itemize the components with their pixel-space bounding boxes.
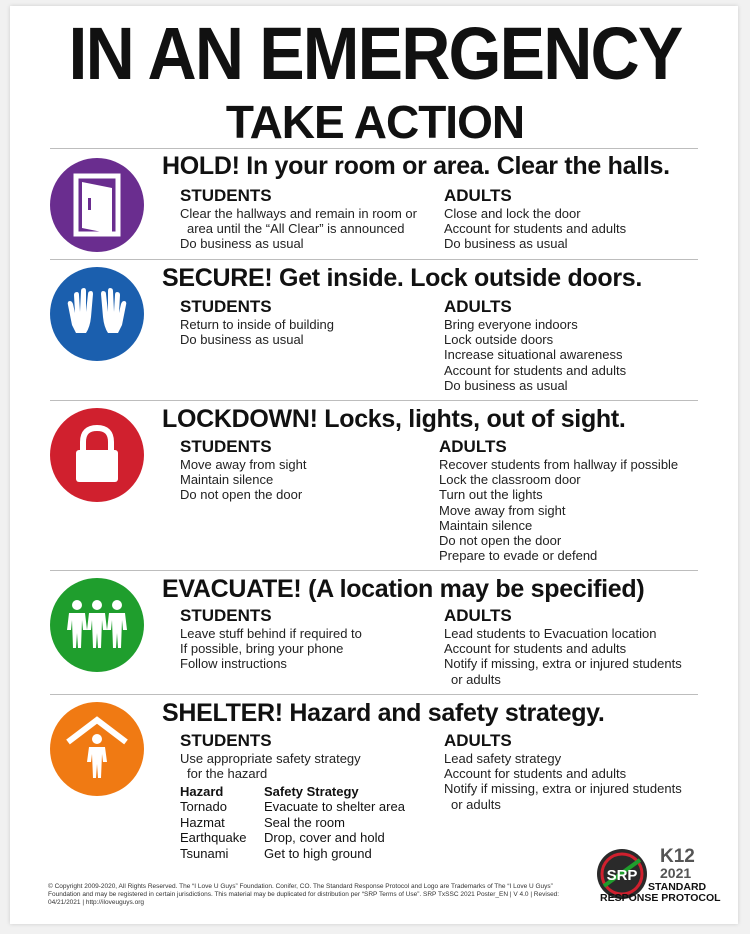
- students-title: STUDENTS: [180, 437, 272, 456]
- logo-mark: SRP: [606, 867, 638, 884]
- list-item: Use appropriate safety strategy: [180, 751, 361, 766]
- hazard-cell: Tsunami: [180, 845, 229, 861]
- evacuate-heading: EVACUATE! (A location may be specified): [162, 575, 645, 603]
- shelter-students: [180, 731, 361, 781]
- list-item: Notify if missing, extra or injured students: [444, 656, 682, 672]
- lockdown-icon-circle: [50, 408, 144, 502]
- hazard-column: [180, 784, 247, 861]
- shelter-heading: SHELTER! Hazard and safety strategy.: [162, 699, 605, 727]
- list-item: Bring everyone indoors: [444, 317, 578, 332]
- secure-icon-circle: [50, 267, 144, 361]
- list-item: area until the “All Clear” is announced: [187, 221, 405, 237]
- list-item: Do business as usual: [180, 332, 304, 348]
- evacuate-students: [180, 606, 362, 672]
- hazard-cell: Tornado: [180, 799, 227, 815]
- list-item: Turn out the lights: [439, 487, 543, 503]
- lockdown-heading: LOCKDOWN! Locks, lights, out of sight.: [162, 405, 626, 433]
- list-item: Follow instructions: [180, 656, 287, 672]
- list-item: Return to inside of building: [180, 317, 334, 332]
- evacuate-adults: [444, 606, 682, 687]
- list-item: Maintain silence: [180, 472, 274, 488]
- secure-heading: SECURE! Get inside. Lock outside doors.: [162, 264, 643, 292]
- lockdown-students: [180, 437, 306, 503]
- students-title: STUDENTS: [180, 731, 272, 750]
- list-item: If possible, bring your phone: [180, 641, 344, 657]
- list-item: for the hazard: [187, 766, 268, 782]
- hazard-header: Hazard: [180, 784, 224, 799]
- logo-year: 2021: [660, 865, 692, 881]
- students-title: STUDENTS: [180, 606, 272, 625]
- hold-icon-circle: [50, 158, 144, 252]
- logo-k12: K12: [660, 846, 695, 867]
- shelter-icon-circle: [50, 702, 144, 796]
- hold-adults: [444, 186, 626, 252]
- list-item: Prepare to evade or defend: [439, 548, 598, 564]
- list-item: Leave stuff behind if required to: [180, 626, 362, 641]
- list-item: or adults: [451, 671, 501, 687]
- poster-subtitle: TAKE ACTION: [225, 96, 525, 148]
- strategy-header: Safety Strategy: [264, 784, 359, 799]
- evacuate-icon-circle: [50, 578, 144, 672]
- adults-title: ADULTS: [444, 186, 512, 205]
- secure-students: [180, 297, 334, 347]
- strategy-column: [264, 784, 405, 861]
- hazard-cell: Earthquake: [180, 830, 247, 846]
- students-title: STUDENTS: [180, 186, 272, 205]
- adults-title: ADULTS: [444, 606, 512, 625]
- list-item: Lock outside doors: [444, 332, 554, 348]
- divider: [50, 400, 698, 401]
- strategy-cell: Seal the room: [264, 814, 345, 830]
- list-item: Move away from sight: [439, 502, 566, 518]
- hold-heading: HOLD! In your room or area. Clear the halls.: [162, 152, 670, 180]
- adults-title: ADULTS: [444, 731, 512, 750]
- list-item: Maintain silence: [439, 517, 533, 533]
- divider: [50, 694, 698, 695]
- list-item: Lead safety strategy: [444, 751, 562, 766]
- door-icon: [50, 158, 144, 252]
- padlock-icon: [50, 408, 144, 502]
- secure-adults: [444, 297, 626, 393]
- list-item: Close and lock the door: [444, 206, 581, 221]
- list-item: Account for students and adults: [444, 641, 627, 657]
- list-item: Account for students and adults: [444, 221, 627, 237]
- logo-line2: RESPONSE PROTOCOL: [600, 892, 721, 904]
- list-item: Do business as usual: [444, 377, 568, 393]
- list-item: Do not open the door: [180, 487, 303, 503]
- three-people-icon: [50, 578, 144, 672]
- divider: [50, 570, 698, 571]
- adults-title: ADULTS: [444, 297, 512, 316]
- shelter-adults: [444, 731, 682, 812]
- divider: [50, 148, 698, 149]
- list-item: Do business as usual: [444, 236, 568, 252]
- logo-line1: STANDARD: [648, 881, 707, 893]
- strategy-cell: Get to high ground: [264, 845, 372, 861]
- list-item: Notify if missing, extra or injured students: [444, 781, 682, 797]
- list-item: Lead students to Evacuation location: [444, 626, 657, 641]
- hazard-cell: Hazmat: [180, 814, 225, 830]
- list-item: Lock the classroom door: [439, 472, 581, 488]
- sheltered-person-icon: [50, 702, 144, 796]
- hold-students: [180, 186, 417, 252]
- strategy-cell: Evacuate to shelter area: [264, 799, 405, 815]
- list-item: Account for students and adults: [444, 766, 627, 782]
- students-title: STUDENTS: [180, 297, 272, 316]
- list-item: Do not open the door: [439, 533, 562, 549]
- list-item: or adults: [451, 796, 501, 812]
- adults-title: ADULTS: [439, 437, 507, 456]
- raised-hands-icon: [50, 267, 144, 361]
- copyright-footer: © Copyright 2009-2020, All Rights Reserved. The “I Love U Guys” Foundation. Conifer, CO. The Standard Response Protocol and Logo are Trademarks of The “I Love U Guys” Foundation and may be registered in certain jurisdictions. This material may be duplicated for distribution per “SRP Terms of Use”. SRP TxSSC 2021 Poster_EN | V 4.0 | Revised: 04/21/2021 | http://iloveuguys.org: [48, 883, 560, 906]
- divider: [50, 259, 698, 260]
- list-item: Recover students from hallway if possible: [439, 457, 679, 472]
- list-item: Increase situational awareness: [444, 347, 623, 363]
- list-item: Do business as usual: [180, 236, 304, 252]
- list-item: Move away from sight: [180, 457, 307, 472]
- strategy-cell: Drop, cover and hold: [264, 830, 385, 846]
- poster-title: IN AN EMERGENCY: [68, 12, 682, 95]
- lockdown-adults: [439, 437, 678, 563]
- list-item: Clear the hallways and remain in room or: [180, 206, 417, 221]
- list-item: Account for students and adults: [444, 362, 627, 378]
